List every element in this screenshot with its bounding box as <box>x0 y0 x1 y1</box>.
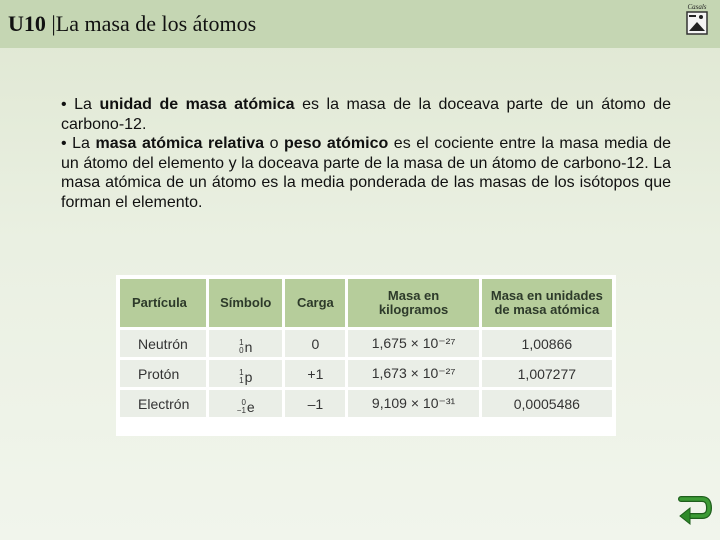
cell-charge: –1 <box>285 390 345 417</box>
p1-text: es la masa de la doceava parte de un átomo de carbono-12. <box>61 96 671 133</box>
symbol-letter: e <box>246 399 255 415</box>
cell-charge: +1 <box>285 360 345 387</box>
p1-term: unidad de masa atómica <box>99 96 295 113</box>
p2-text: es el cociente entre la masa media de un átomo del elemento y la doceava parte de la masa de un átomo de carbono-12. La masa atómica de un átomo es la media ponderada de las masas de los isótopos que forman el elemento. <box>61 135 671 211</box>
cell-symbol <box>209 360 282 387</box>
table-row <box>120 330 612 357</box>
p2-bullet: • La <box>61 135 96 152</box>
symbol-mass-number: 1 <box>239 338 244 347</box>
particle-table <box>116 275 616 436</box>
cell-mass-u: 0,0005486 <box>482 390 612 417</box>
header-simbolo: Símbolo <box>209 279 282 327</box>
cell-particle: Neutrón <box>120 330 206 357</box>
symbol-letter: n <box>244 339 253 355</box>
logo <box>682 3 712 39</box>
cell-symbol <box>209 390 282 417</box>
symbol-atomic-number: 0 <box>239 346 244 355</box>
table-header-row <box>120 279 612 327</box>
cell-mass-u: 1,007277 <box>482 360 612 387</box>
paragraph-masa-relativa <box>61 134 671 212</box>
logo-icon <box>686 11 708 35</box>
symbol-mass-number: 1 <box>239 368 244 377</box>
title-text: La masa de los átomos <box>55 11 257 36</box>
cell-particle: Protón <box>120 360 206 387</box>
header-carga: Carga <box>285 279 345 327</box>
table-row <box>120 360 612 387</box>
body-text <box>61 95 671 212</box>
page-title <box>8 11 256 37</box>
header-masa-u: Masa en unidades de masa atómica <box>482 279 612 327</box>
logo-text: Casals <box>687 3 707 11</box>
cell-mass-kg: 1,675 × 10⁻²⁷ <box>348 330 478 357</box>
paragraph-uma <box>61 95 671 134</box>
p1-bullet: • La <box>61 96 100 113</box>
table-row <box>120 390 612 417</box>
title-bar <box>0 0 720 48</box>
p2-term-1: masa atómica relativa <box>95 135 265 152</box>
cell-mass-u: 1,00866 <box>482 330 612 357</box>
cell-mass-kg: 9,109 × 10⁻³¹ <box>348 390 478 417</box>
symbol-letter: p <box>244 369 253 385</box>
symbol-atomic-number: 1 <box>239 376 244 385</box>
symbol-atomic-number: −1 <box>236 406 246 415</box>
cell-symbol <box>209 330 282 357</box>
p2-connector: o <box>264 135 285 152</box>
cell-mass-kg: 1,673 × 10⁻²⁷ <box>348 360 478 387</box>
header-masa-kg: Masa en kilogramos <box>348 279 478 327</box>
p2-term-2: peso atómico <box>284 135 389 152</box>
header-particula: Partícula <box>120 279 206 327</box>
cell-charge: 0 <box>285 330 345 357</box>
symbol-mass-number: 0 <box>241 398 246 407</box>
cell-particle: Electrón <box>120 390 206 417</box>
unit-label: U10 <box>8 11 46 36</box>
title-separator: | <box>45 11 56 36</box>
return-arrow-icon[interactable] <box>678 495 712 527</box>
table <box>117 276 615 420</box>
